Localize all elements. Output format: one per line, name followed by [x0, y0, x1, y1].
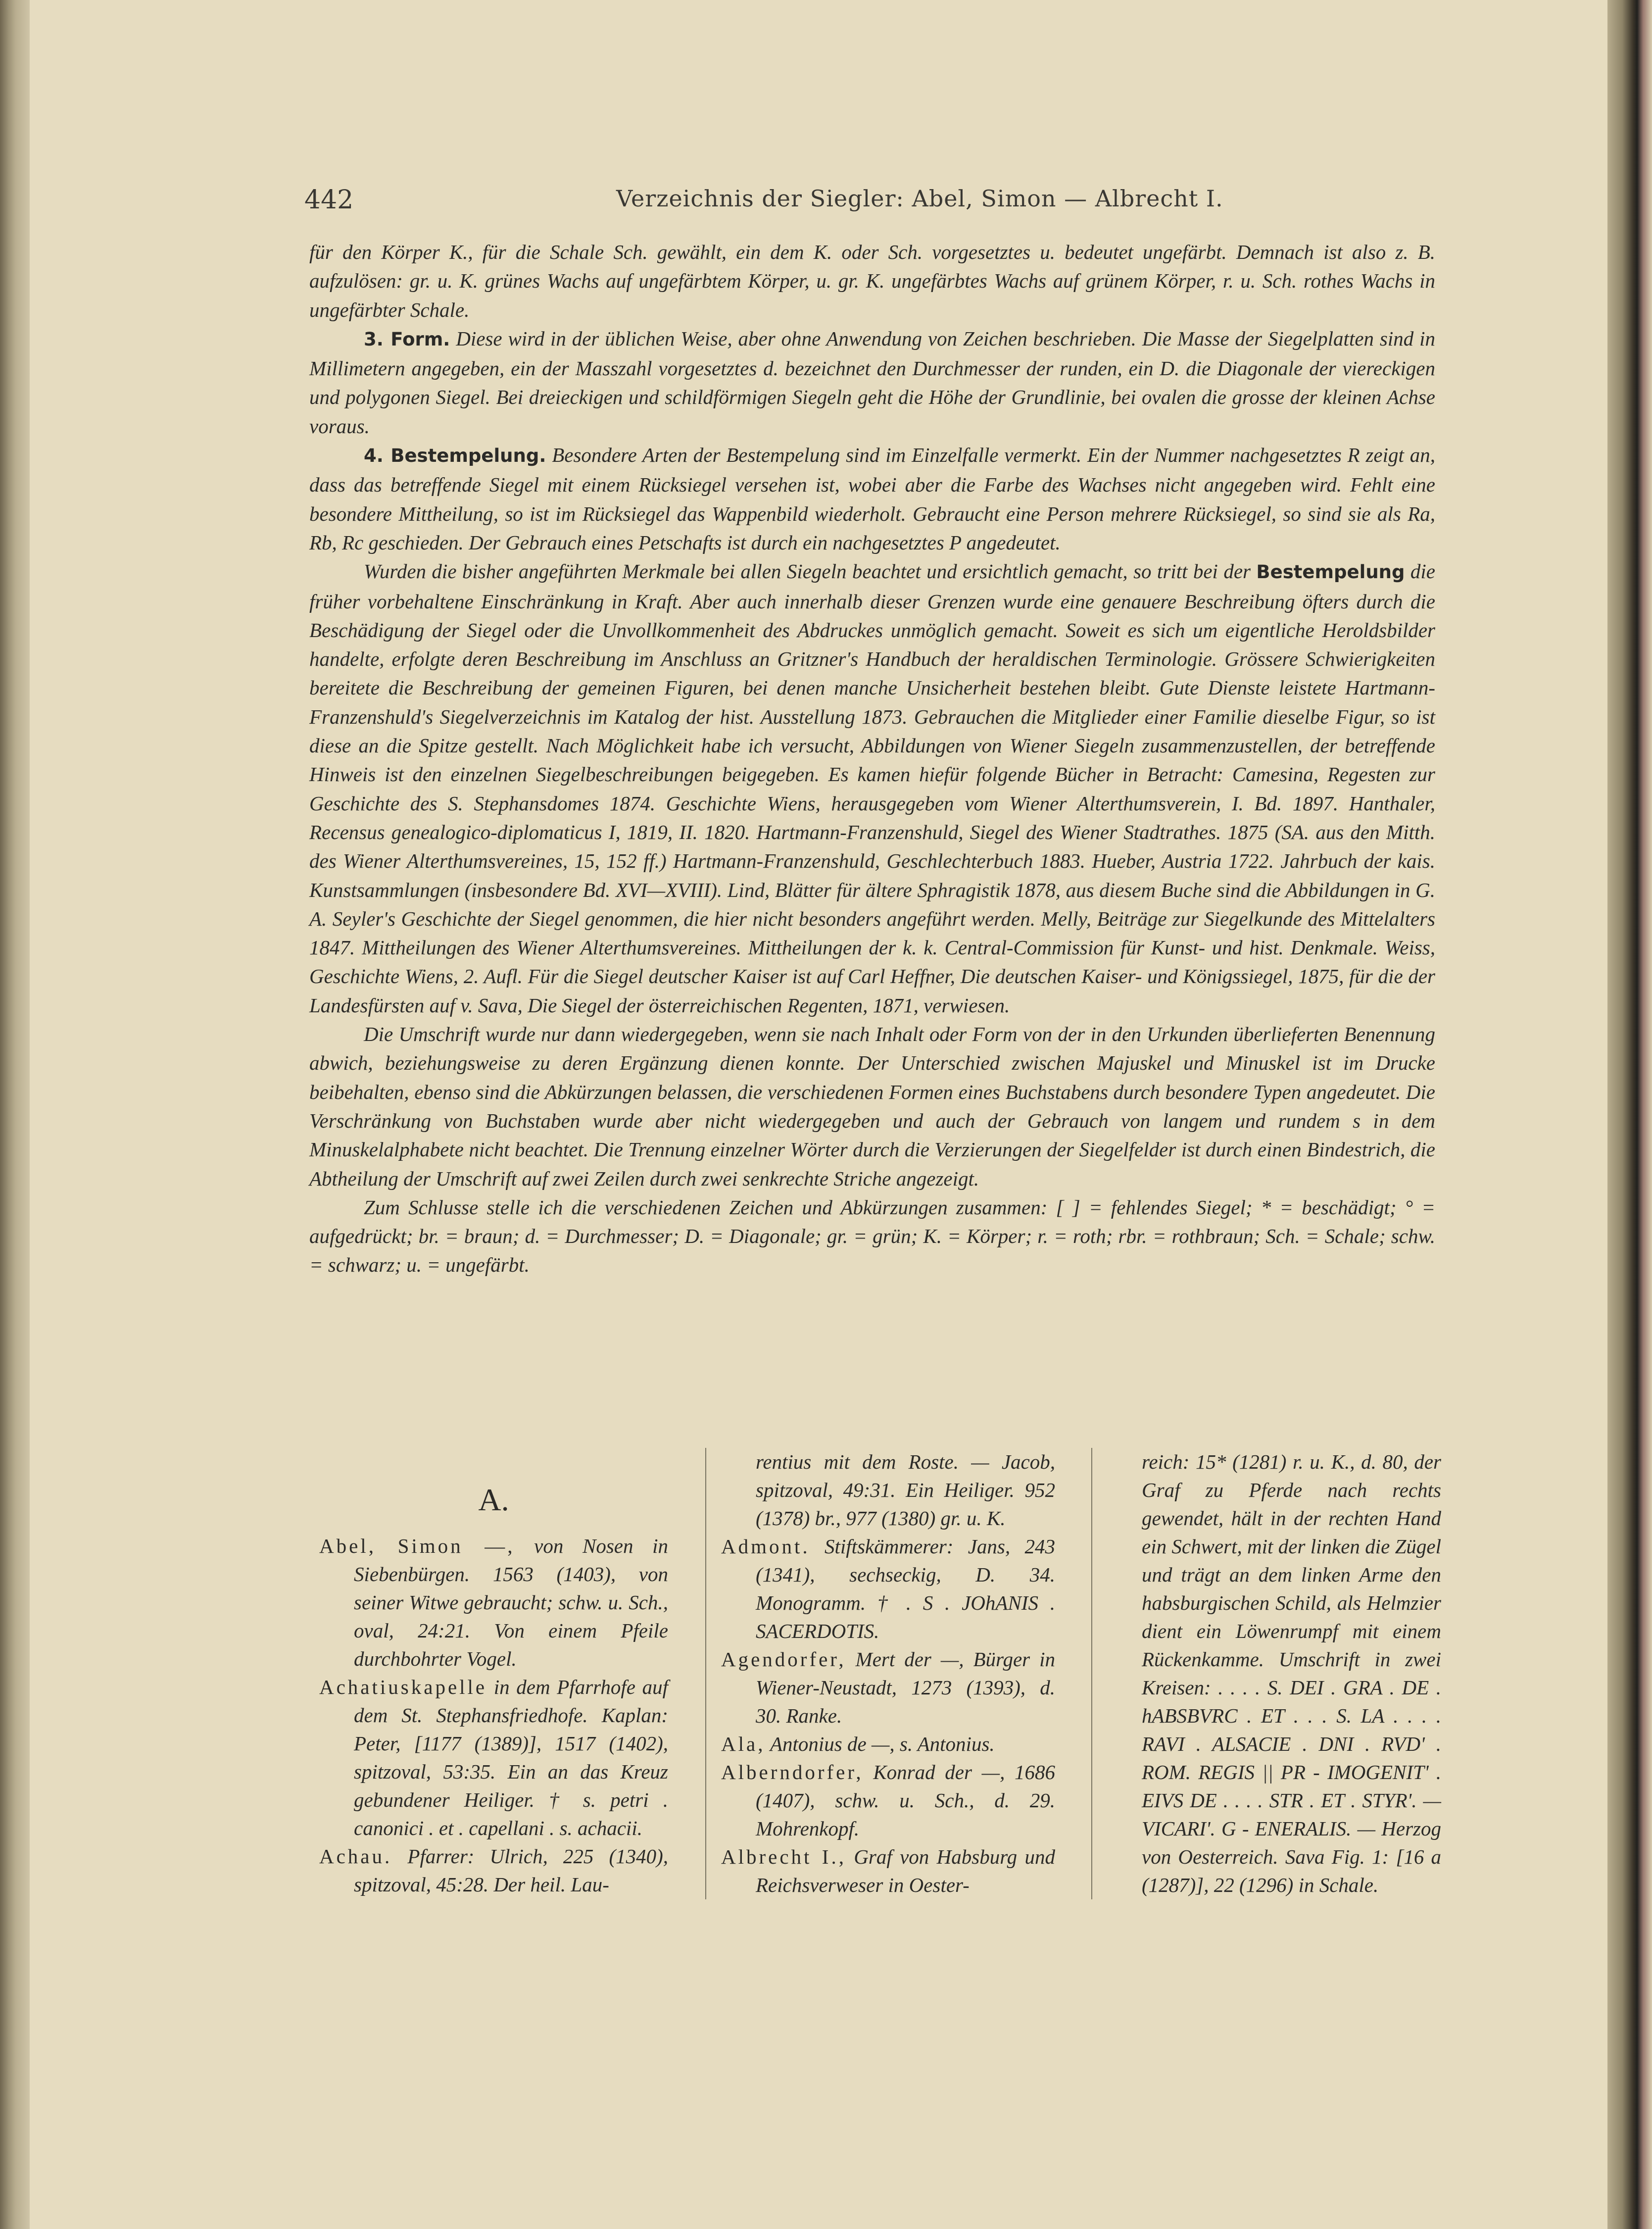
entry-heading: Ala, [721, 1733, 766, 1755]
entry-heading: Achau. [319, 1845, 392, 1868]
intro-paragraph: Wurden die bisher angeführten Merkmale bei allen Siegeln beachtet und ersichtlich gemacht, so tritt bei der Bestempelung die früher vorbehaltene Einschränkung in Kraft. Aber auch innerhalb dieser Grenzen wurde eine genauere Beschreibung öfters durch die Beschädigung der Siegel oder die Unvollkommenheit des Abdruckes unmöglich gemacht. Soweit es sich um eigentliche Heroldsbilder handelte, erfolgte deren Beschreibung im Anschluss an Gritzner's Handbuch der heraldischen Terminologie. Grössere Schwierigkeiten bereitete die Beschreibung der gemeinen Figuren, bei denen manche Unsicherheit bestehen bleibt. Gute Dienste leistete Hartmann-Franzenshuld's Siegelverzeichnis im Katalog der hist. Ausstellung 1873. Gebrauchen die Mitglieder einer Familie dieselbe Figur, so ist diese an die Spitze gestellt. Nach Möglichkeit habe ich versucht, Abbildungen von Wiener Siegeln zusammenzustellen, der betreffende Hinweis ist den einzelnen Siegelbeschreibungen beigegeben. Es kamen hiefür folgende Bücher in Betracht: Camesina, Regesten zur Geschichte des S. Stephansdomes 1874. Geschichte Wiens, herausgegeben vom Wiener Alterthumsverein, I. Bd. 1897. Hanthaler, Recensus genealogico-diplomaticus I, 1819, II. 1820. Hartmann-Franzenshuld, Siegel des Wiener Stadtrathes. 1875 (SA. aus den Mitth. des Wiener Alterthumsvereines, 15, 152 ff.) Hartmann-Franzenshuld, Geschlechterbuch 1883. Hueber, Austria 1722. Jahrbuch der kais. Kunstsammlungen (insbesondere Bd. XVI—XVIII). Lind, Blätter für ältere Sphragistik 1878, aus diesem Buche sind die Abbildungen in G. A. Seyler's Geschichte der Siegel genommen, die hier nicht besonders angeführt werden. Melly, Beiträge zur Siegelkunde des Mittelalters 1847. Mittheilungen des Wiener Alterthumsvereines. Mittheilungen der k. k. Central-Commission für Kunst- und hist. Denkmale. Weiss, Geschichte Wiens, 2. Aufl. Für die Siegel deutscher Kaiser ist auf Carl Heffner, Die deutschen Kaiser- und Königssiegel, 1875, für die der Landesfürsten auf v. Sava, Die Siegel der österreichischen Regenten, 1871, verwiesen. [309, 560, 1435, 1017]
entry-text: in dem Pfarrhofe auf dem St. Stephansfriedhofe. Kaplan: Peter, [1177 (1389)], 1517 (1402), spitzoval, 53:35. Ein an das Kreuz gebundener Heiliger. † s. petri . canonici . et . capellani . s. achacii. [354, 1676, 668, 1839]
index-entry [721, 1843, 1055, 1899]
page-edge [1607, 0, 1652, 2229]
intro-text [309, 238, 1435, 1280]
running-head: Verzeichnis der Siegler: Abel, Simon — Albrecht I. [616, 185, 1223, 212]
book-gutter-shadow [0, 0, 30, 2229]
index-entry [721, 1645, 1055, 1730]
index-column-2 [705, 1448, 1055, 1899]
intro-paragraph: 3. Form. Diese wird in der üblichen Weise, aber ohne Anwendung von Zeichen beschrieben. Die Masse der Siegelplatten sind in Millimetern angegeben, ein der Masszahl vorgesetztes d. bezeichnet den Durchmesser der runden, ein D. die Diagonale der viereckigen und polygonen Siegel. Bei dreieckigen und schildförmigen Siegeln geht die Höhe der Grundlinie, bei ovalen die grosse der kleinen Achse voraus. [309, 327, 1436, 438]
page-number: 442 [304, 185, 354, 215]
index-column-1 [319, 1448, 668, 1899]
section-letter: A. [478, 1482, 509, 1517]
entry-text: Graf von Habsburg und Reichsverweser in Oester- [756, 1845, 1056, 1896]
index-entry [721, 1730, 1055, 1758]
entry-continuation: reich: 15* (1281) r. u. K., d. 80, der Graf zu Pferde nach rechts gewendet, hält in der rechten Hand ein Schwert, mit der linken die Zügel und trägt an dem linken Arme den habsburgischen Schild, als Helmzier dient ein Löwenrumpf mit einem Rückenkamme. Umschrift in zwei Kreisen: . . . . S. DEI . GRA . DE . hABSBVRC . ET . . . S. LA . . . . RAVI . ALSACIE . DNI . RVD' . ROM. REGIS || PR - IMOGENIT' . EIVS DE . . . . STR . ET . STYR'. — VICARI'. G - ENERALIS. — Herzog von Oesterreich. Sava Fig. 1: [16 a (1287)], 22 (1296) in Schale. [1142, 1450, 1441, 1896]
intro-paragraph: 4. Bestempelung. Besondere Arten der Bestempelung sind im Einzelfalle vermerkt. Ein der Nummer nachgesetztes R zeigt an, dass das betreffende Siegel mit einem Rücksiegel versehen ist, wobei aber die Farbe des Wachses nicht angegeben wird. Fehlt eine besondere Mittheilung, so ist im Rücksiegel das Wappenbild wiederholt. Gebraucht eine Person mehrere Rücksiegel, so sind sie als Ra, Rb, Rc geschieden. Der Gebrauch eines Petschafts ist durch ein nachgesetztes P angedeutet. [309, 444, 1435, 554]
index-entry [319, 1532, 668, 1673]
entry-heading: Admont. [721, 1535, 810, 1558]
entry-text: Pfarrer: Ulrich, 225 (1340), spitzoval, 45:28. Der heil. Lau- [354, 1845, 668, 1896]
entry-text: Mert der —, Bürger in Wiener-Neustadt, 1273 (1393), d. 30. Ranke. [756, 1648, 1055, 1727]
entry-continuation: rentius mit dem Roste. — Jacob, spitzoval, 49:31. Ein Heiliger. 952 (1378) br., 977 (1380) gr. u. K. [756, 1450, 1055, 1530]
index-entry [319, 1842, 668, 1899]
entry-text: Stiftskämmerer: Jans, 243 (1341), sechseckig, D. 34. Monogramm. † . S . JOhANIS . SACERDOTIS. [756, 1535, 1055, 1642]
entry-heading: Abel, Simon —, [319, 1535, 515, 1557]
entry-heading: Albrecht I., [721, 1845, 846, 1868]
index-entry [319, 1673, 668, 1842]
index-column-3 [1091, 1448, 1441, 1899]
index-entry [721, 1758, 1055, 1843]
intro-paragraph: Die Umschrift wurde nur dann wiedergegeben, wenn sie nach Inhalt oder Form von der in den Urkunden überlieferten Benennung abwich, beziehungsweise zu deren Ergänzung dienen konnte. Der Unterschied zwischen Majuskel und Minuskel ist im Drucke beibehalten, ebenso sind die Abkürzungen belassen, die verschiedenen Formen eines Buchstabens durch besondere Typen angedeutet. Die Verschränkung von Buchstaben wurde aber nicht wiedergegeben und auch der Gebrauch von langem und rundem s in dem Minuskelalphabete nicht beachtet. Die Trennung einzelner Wörter durch die Verzierungen der Siegelfelder ist durch einen Bindestrich, die Abtheilung der Umschrift auf zwei Zeilen durch zwei senkrechte Striche angezeigt. [309, 1023, 1435, 1190]
page-header [304, 185, 1448, 225]
intro-paragraph: für den Körper K., für die Schale Sch. gewählt, ein dem K. oder Sch. vorgesetztes u. bedeutet ungefärbt. Demnach ist also z. B. aufzulösen: gr. u. K. grünes Wachs auf ungefärbtem Körper, u. gr. K. ungefärbtes Wachs auf grünem Körper, r. u. Sch. rothes Wachs in ungefärbter Schale. [309, 241, 1435, 321]
entry-text: Antonius de —, s. Antonius. [765, 1733, 995, 1755]
index-columns [309, 1448, 1453, 1948]
entry-text: von Nosen in Siebenbürgen. 1563 (1403), von seiner Witwe gebraucht; schw. u. Sch., oval, 24:21. Von einem Pfeile durchbohrter Vogel. [354, 1535, 668, 1670]
entry-text: Konrad der —, 1686 (1407), schw. u. Sch., d. 29. Mohrenkopf. [756, 1761, 1055, 1840]
index-entry [721, 1533, 1055, 1645]
entry-heading: Achatiuskapelle [319, 1676, 487, 1698]
entry-heading: Agendorfer, [721, 1648, 846, 1671]
intro-paragraph: Zum Schlusse stelle ich die verschiedenen Zeichen und Abkürzungen zusammen: [ ] = fehlendes Siegel; * = beschädigt; ° = aufgedrückt; br. = braun; d. = Durchmesser; D. = Diagonale; gr. = grün; K. = Körper; r. = roth; rbr. = rothbraun; Sch. = Schale; schw. = schwarz; u. = ungefärbt. [309, 1195, 1435, 1277]
entry-heading: Alberndorfer, [721, 1761, 864, 1783]
